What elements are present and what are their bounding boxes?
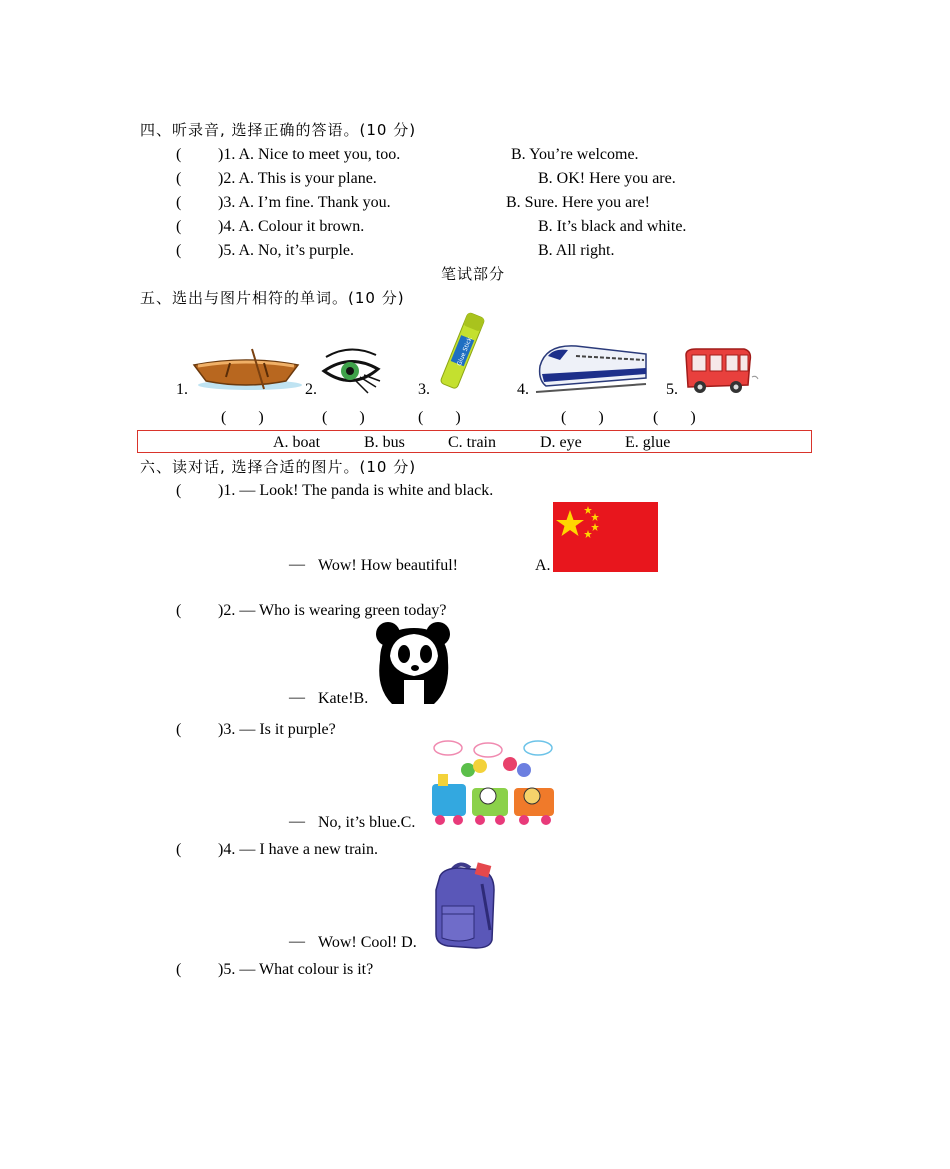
picture-number-2: 2. [305, 381, 317, 398]
option-b-bus: B. bus [364, 434, 405, 451]
bus-picture [682, 347, 758, 395]
s6-q3-dash: — [289, 813, 305, 830]
s4-q2-option-b: B. OK! Here you are. [538, 170, 676, 187]
s6-q3-reply: No, it’s blue.C. [318, 814, 416, 831]
answer-bracket-5[interactable]: ( ) [653, 409, 696, 426]
glue-stick-picture [435, 309, 491, 395]
s6-q4-bracket[interactable]: ( [176, 841, 182, 858]
option-e-glue: E. glue [625, 434, 671, 451]
s4-q2-bracket[interactable]: ( [176, 170, 182, 187]
s6-q4-reply: Wow! Cool! D. [318, 934, 417, 951]
option-a-boat: A. boat [273, 434, 321, 451]
option-d-eye: D. eye [540, 434, 582, 451]
s6-q4-question: )4. — I have a new train. [218, 841, 378, 858]
china-flag-picture [553, 502, 658, 572]
s4-q5-bracket[interactable]: ( [176, 242, 182, 259]
s4-q5-option-a: )5. A. No, it’s purple. [218, 242, 354, 259]
panda-picture [374, 620, 452, 706]
train-picture [536, 338, 648, 396]
toy-train-picture [428, 740, 560, 830]
picture-number-3: 3. [418, 381, 430, 398]
s6-q3-bracket[interactable]: ( [176, 721, 182, 738]
s6-q5-bracket[interactable]: ( [176, 961, 182, 978]
s6-q2-question: )2. — Who is wearing green today? [218, 602, 447, 619]
s6-q2-bracket[interactable]: ( [176, 602, 182, 619]
s4-q3-option-b: B. Sure. Here you are! [506, 194, 650, 211]
s6-q3-question: )3. — Is it purple? [218, 721, 336, 738]
s4-q3-option-a: )3. A. I’m fine. Thank you. [218, 194, 391, 211]
s4-q1-option-a: )1. A. Nice to meet you, too. [218, 146, 401, 163]
answer-bracket-4[interactable]: ( ) [561, 409, 604, 426]
backpack-picture [430, 860, 500, 950]
s4-q1-option-b: B. You’re welcome. [511, 146, 639, 163]
s4-q2-option-a: )2. A. This is your plane. [218, 170, 377, 187]
s6-q1-dash: — [289, 556, 305, 573]
s6-q2-dash: — [289, 689, 305, 706]
s6-q1-bracket[interactable]: ( [176, 482, 182, 499]
s4-q1-bracket[interactable]: ( [176, 146, 182, 163]
s4-q3-bracket[interactable]: ( [176, 194, 182, 211]
s6-q1-reply: Wow! How beautiful! [318, 557, 459, 574]
section-6-title: 六、读对话, 选择合适的图片。(10 分) [140, 458, 417, 476]
s4-q4-bracket[interactable]: ( [176, 218, 182, 235]
answer-bracket-3[interactable]: ( ) [418, 409, 461, 426]
option-c-train: C. train [448, 434, 496, 451]
picture-number-1: 1. [176, 381, 188, 398]
section-4-title: 四、听录音, 选择正确的答语。(10 分) [140, 121, 417, 139]
answer-bracket-1[interactable]: ( ) [221, 409, 264, 426]
s6-q1-question: )1. — Look! The panda is white and black. [218, 482, 494, 499]
boat-picture [190, 345, 302, 393]
s6-q2-reply: Kate!B. [318, 690, 369, 707]
picture-a-label: A. [535, 557, 551, 574]
answer-bracket-2[interactable]: ( ) [322, 409, 365, 426]
section-5-title: 五、选出与图片相符的单词。(10 分) [140, 289, 405, 307]
picture-number-5: 5. [666, 381, 678, 398]
picture-number-4: 4. [517, 381, 529, 398]
s6-q5-question: )5. — What colour is it? [218, 961, 374, 978]
s4-q4-option-b: B. It’s black and white. [538, 218, 687, 235]
s6-q4-dash: — [289, 933, 305, 950]
glue-stick-label: Glue Stick [455, 336, 474, 368]
s4-q5-option-b: B. All right. [538, 242, 615, 259]
written-part-heading: 笔试部分 [441, 265, 506, 283]
eye-picture [320, 347, 382, 395]
s4-q4-option-a: )4. A. Colour it brown. [218, 218, 365, 235]
